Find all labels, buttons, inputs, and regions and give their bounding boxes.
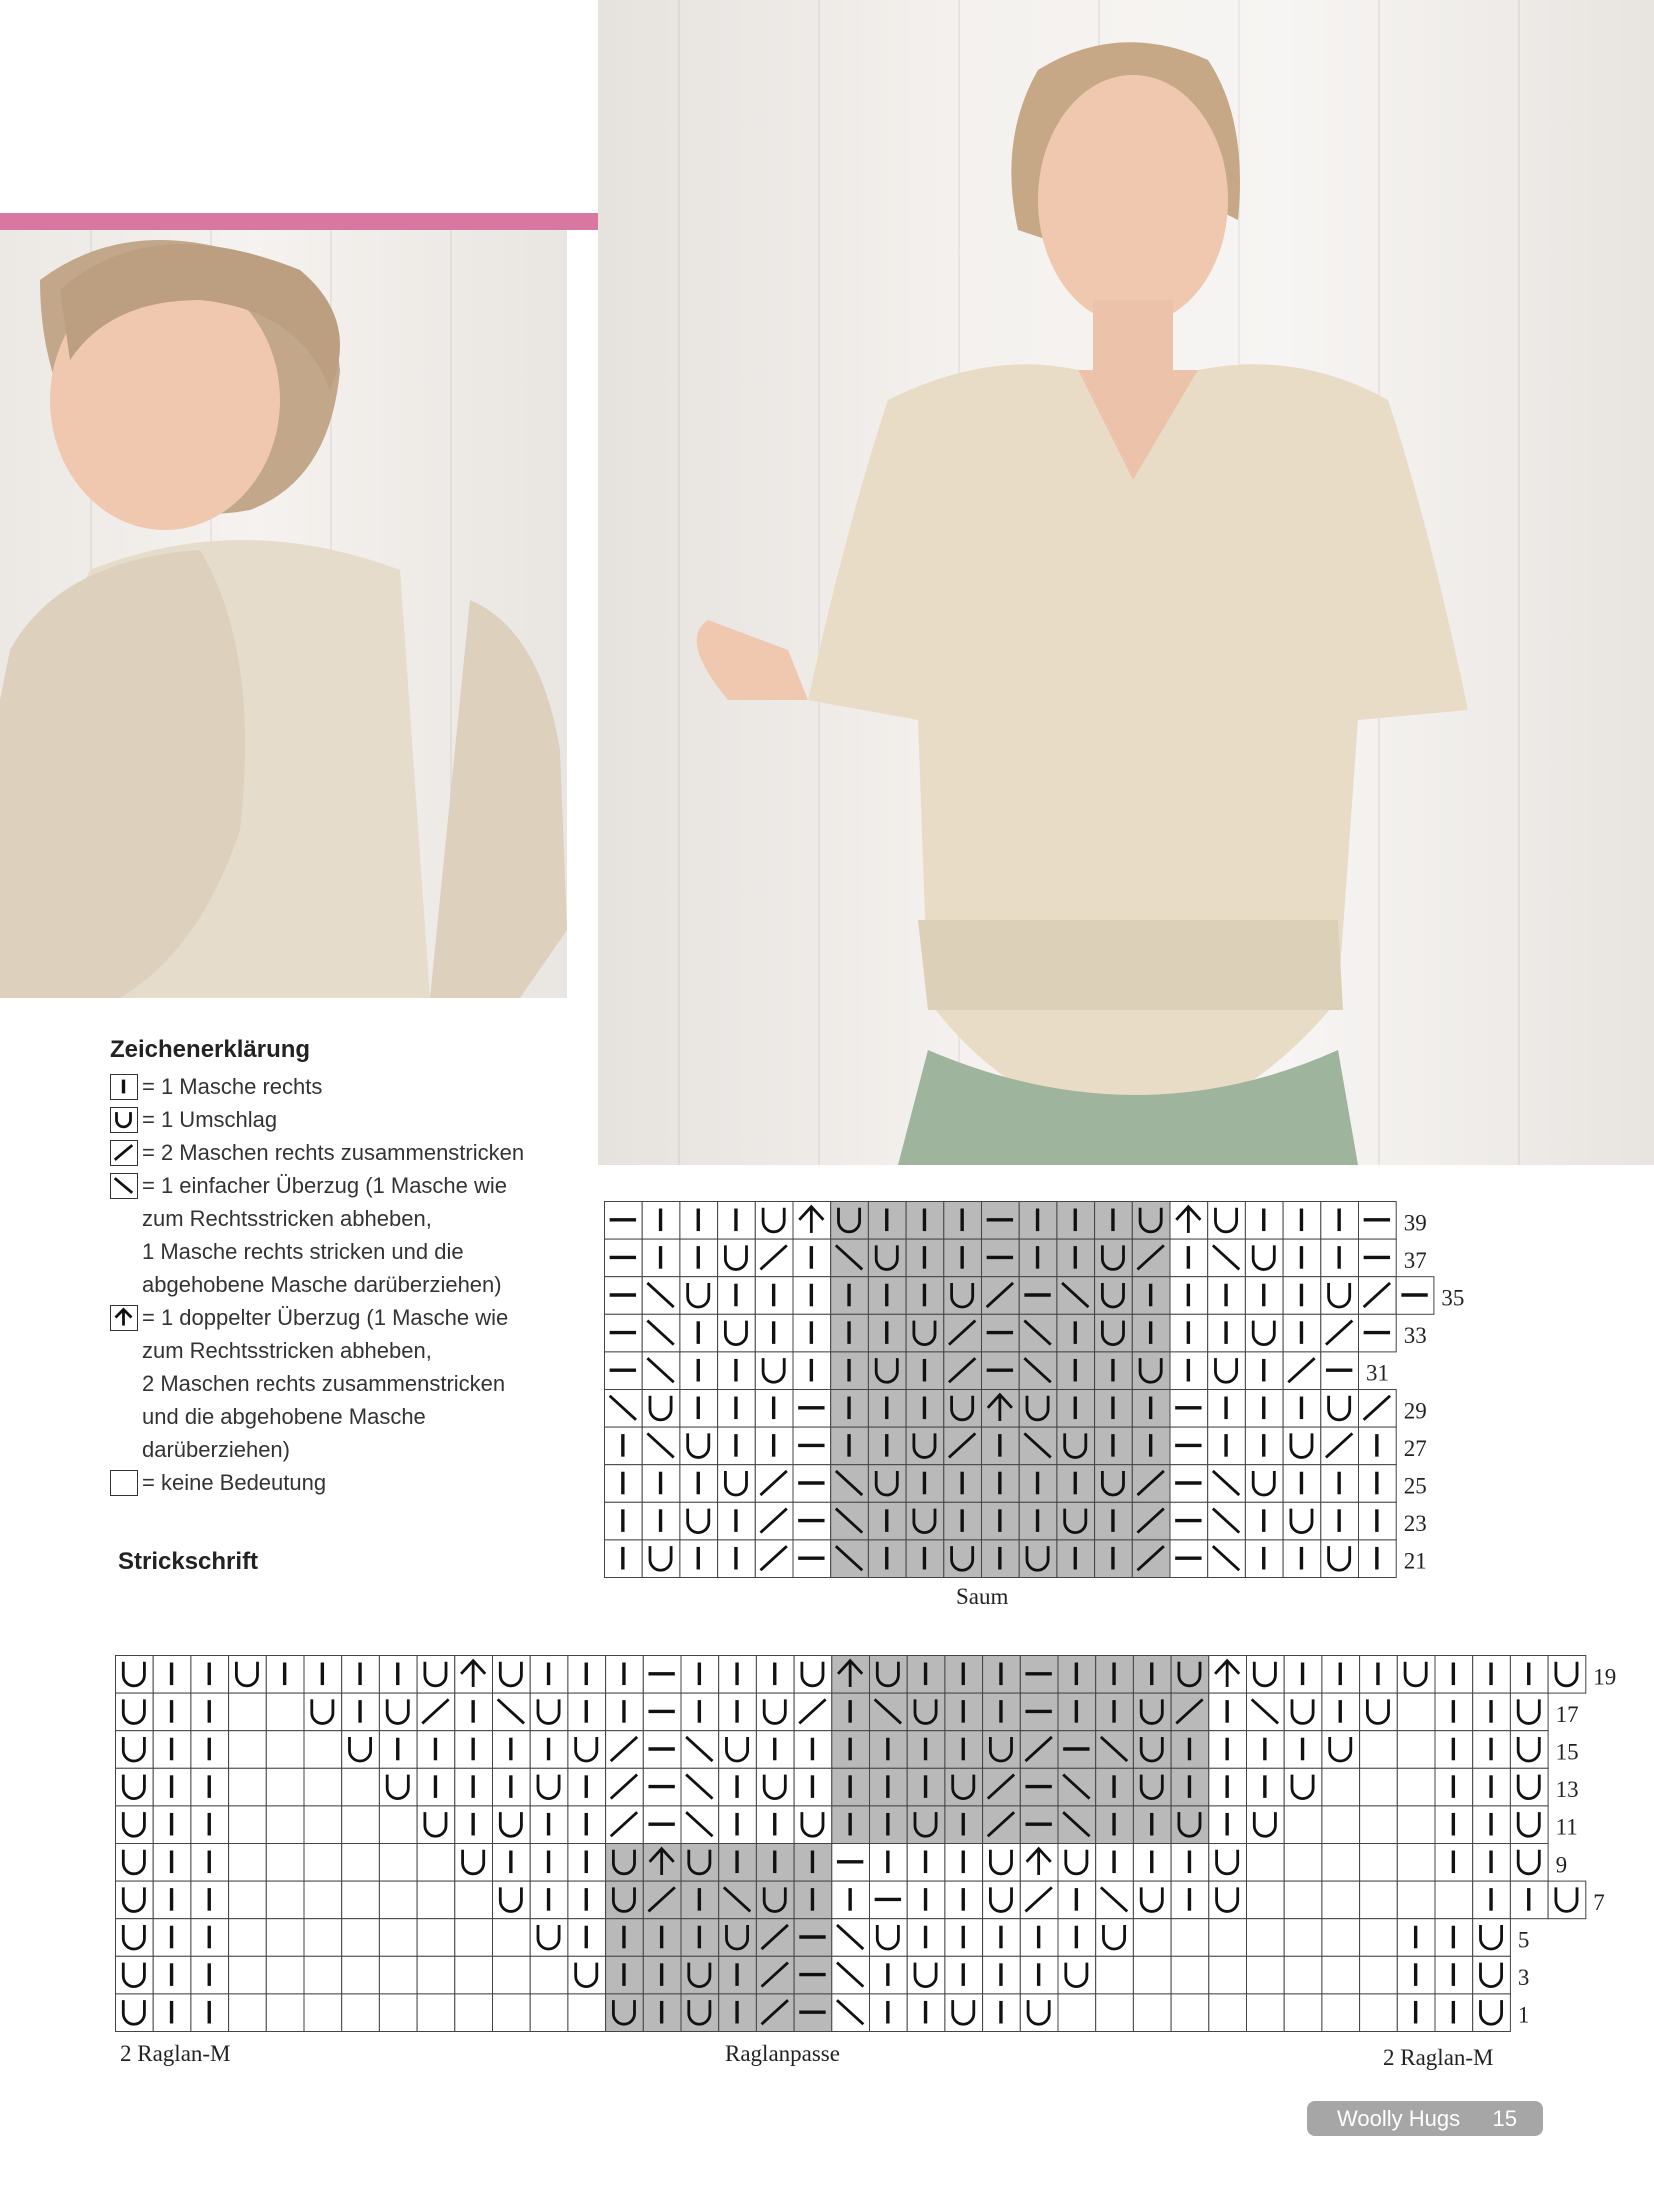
chart-cell [1360, 1919, 1398, 1957]
chart-cell [1321, 1277, 1359, 1315]
legend-item [110, 1103, 580, 1136]
chart-cell [1019, 1390, 1057, 1428]
chart-row [116, 1956, 1511, 1994]
chart-cell [1132, 1202, 1170, 1240]
chart-cell [1095, 1239, 1133, 1277]
chart-row [605, 1465, 1397, 1503]
chart-cell [944, 1277, 982, 1315]
chart-cell [1360, 1881, 1398, 1919]
row-number: 27 [1403, 1435, 1427, 1461]
chart-cell [983, 1844, 1021, 1882]
chart-cell [1473, 1919, 1511, 1957]
chart-cell [116, 1806, 154, 1844]
legend-item [110, 1301, 580, 1466]
chart-cell [417, 1844, 455, 1882]
chart-cell [304, 1806, 342, 1844]
chart-cell [342, 1881, 380, 1919]
row-number: 11 [1555, 1814, 1578, 1840]
chart-cell [304, 1844, 342, 1882]
chart-cell [1322, 1881, 1360, 1919]
chart-cell [719, 1731, 757, 1769]
chart-cell [944, 1390, 982, 1428]
chart-cell [229, 1806, 267, 1844]
row-number: 21 [1403, 1548, 1427, 1574]
chart-cell [1321, 1540, 1359, 1578]
chart-cell [1058, 1956, 1096, 1994]
legend-symbol-knit [110, 1074, 138, 1100]
chart-row [116, 1881, 1586, 1919]
chart-cell [266, 1919, 304, 1957]
chart-row [116, 1768, 1549, 1806]
chart-cell [1171, 1956, 1209, 1994]
legend-symbol-skp [110, 1173, 138, 1199]
chart-cell [1209, 1844, 1247, 1882]
bottom-chart [115, 1655, 1617, 2039]
chart-cell [116, 1956, 154, 1994]
row-number: 17 [1555, 1701, 1579, 1727]
chart-cell [1321, 1390, 1359, 1428]
chart-cell [417, 1881, 455, 1919]
chart-cell [493, 1956, 531, 1994]
chart-cell [1510, 1731, 1548, 1769]
chart-cell [379, 1994, 417, 2032]
legend-item [110, 1466, 580, 1499]
chart-cell [944, 1540, 982, 1578]
chart-cell [1284, 1919, 1322, 1957]
chart-cell [1133, 1956, 1171, 1994]
chart-cell [870, 1919, 908, 1957]
chart-cell [1171, 1919, 1209, 1957]
chart-row [605, 1202, 1397, 1240]
chart-cell [1397, 1693, 1435, 1731]
row-number: 13 [1555, 1777, 1579, 1803]
chart-cell [1397, 1881, 1435, 1919]
chart-cell [1548, 1881, 1586, 1919]
chart-cell [1247, 1994, 1285, 2032]
chart-cell [417, 1806, 455, 1844]
chart-cell [530, 1768, 568, 1806]
chart-cell [493, 1656, 531, 1694]
chart-cell [530, 1956, 568, 1994]
chart-row [605, 1427, 1397, 1465]
chart-cell [568, 1956, 606, 1994]
chart-cell [718, 1314, 756, 1352]
chart-cell [1096, 1994, 1134, 2032]
chart-row [116, 1994, 1511, 2032]
chart-cell [1133, 1919, 1171, 1957]
chart-cell [116, 1844, 154, 1882]
legend-text: = 2 Maschen rechts zusammenstricken [142, 1140, 525, 1165]
chart-cell [229, 1656, 267, 1694]
chart-cell [304, 1768, 342, 1806]
chart-cell [1096, 1956, 1134, 1994]
chart-cell [642, 1390, 680, 1428]
photo-front-view [598, 0, 1654, 1165]
chart-cell [379, 1806, 417, 1844]
chart-row [116, 1731, 1549, 1769]
chart-cell [1133, 1731, 1171, 1769]
chart-cell [1057, 1427, 1095, 1465]
chart-cell [229, 1768, 267, 1806]
chart-cell [1397, 1656, 1435, 1694]
row-number: 15 [1555, 1739, 1579, 1765]
chart-row [116, 1806, 1549, 1844]
legend-symbol-dbl [110, 1305, 138, 1331]
chart-cell [229, 1919, 267, 1957]
chart-cell [1360, 1693, 1398, 1731]
chart-cell [1133, 1768, 1171, 1806]
chart-cell [1473, 1956, 1511, 1994]
photo-back-view [0, 230, 567, 998]
chart-cell [1247, 1919, 1285, 1957]
chart-cell [116, 1731, 154, 1769]
legend-text: = 1 doppelter Überzug (1 Masche wie zum Rechtsstricken abheben, 2 Maschen rechts zusammenstricken und die abgehobene Masche darüberziehen) [142, 1305, 509, 1462]
chart-cell [1360, 1844, 1398, 1882]
chart-cell [1283, 1502, 1321, 1540]
chart-cell [342, 1919, 380, 1957]
chart-cell [1245, 1465, 1283, 1503]
chart-cell [1095, 1465, 1133, 1503]
chart-cell [868, 1239, 906, 1277]
row-number: 25 [1403, 1473, 1427, 1499]
chart-cell [1322, 1956, 1360, 1994]
chart-cell [794, 1656, 832, 1694]
chart-cell [1284, 1768, 1322, 1806]
chart-cell [794, 1806, 832, 1844]
chart-cell [304, 1693, 342, 1731]
chart-cell [906, 1502, 944, 1540]
chart-row [605, 1502, 1397, 1540]
chart-row [116, 1656, 1586, 1694]
chart-cell [342, 1806, 380, 1844]
chart-cell [680, 1427, 718, 1465]
chart-cell [304, 1994, 342, 2032]
row-number: 37 [1403, 1247, 1427, 1273]
chart-cell [304, 1956, 342, 1994]
chart-cell [1096, 1919, 1134, 1957]
chart-cell [983, 1881, 1021, 1919]
legend-item [110, 1136, 580, 1169]
bottom-chart-left-label: 2 Raglan-M [120, 2041, 231, 2066]
chart-cell [1397, 1806, 1435, 1844]
chart-cell [1435, 1881, 1473, 1919]
chart-cell [455, 1844, 493, 1882]
chart-cell [1208, 1352, 1246, 1390]
chart-cell [680, 1502, 718, 1540]
chart-cell [1322, 1919, 1360, 1957]
chart-cell [1284, 1881, 1322, 1919]
chart-cell [1058, 1994, 1096, 2032]
chart-cell [455, 1881, 493, 1919]
chart-cell [1057, 1502, 1095, 1540]
chart-row [605, 1390, 1397, 1428]
chart-cell [1095, 1277, 1133, 1315]
chart-cell [1247, 1656, 1285, 1694]
chart-cell [1245, 1239, 1283, 1277]
chart-row [116, 1693, 1549, 1731]
chart-cell [1247, 1844, 1285, 1882]
chart-cell [304, 1881, 342, 1919]
chart-cell [530, 1994, 568, 2032]
chart-cell [1397, 1768, 1435, 1806]
chart-cell [1020, 1994, 1058, 2032]
chart-cell [1209, 1919, 1247, 1957]
chart-cell [1360, 1731, 1398, 1769]
chart-cell [1322, 1768, 1360, 1806]
chart-cell [379, 1956, 417, 1994]
row-number: 5 [1517, 1927, 1530, 1953]
chart-cell [681, 1844, 719, 1882]
chart-cell [116, 1919, 154, 1957]
chart-cell [1510, 1768, 1548, 1806]
chart-cell [1247, 1956, 1285, 1994]
chart-cell [1397, 1731, 1435, 1769]
row-number: 39 [1403, 1210, 1427, 1236]
bottom-chart-right-label: 2 Raglan-M [1383, 2045, 1494, 2070]
chart-cell [116, 1693, 154, 1731]
chart-row [116, 1919, 1511, 1957]
chart-cell [1209, 1956, 1247, 1994]
chart-cell [756, 1693, 794, 1731]
chart-cell [1208, 1202, 1246, 1240]
legend-title: Zeichenerklärung [110, 1036, 311, 1063]
top-chart [604, 1201, 1465, 1574]
chart-cell [266, 1881, 304, 1919]
chart-cell [455, 1994, 493, 2032]
chart-cell [1095, 1314, 1133, 1352]
chart-cell [1548, 1656, 1586, 1694]
chart-cell [266, 1693, 304, 1731]
chart-cell [870, 1656, 908, 1694]
chart-row [605, 1239, 1397, 1277]
chart-row [605, 1277, 1434, 1315]
chart-cell [229, 1693, 267, 1731]
bottom-chart-center-label: Raglanpasse [725, 2041, 840, 2066]
row-number: 3 [1517, 1965, 1530, 1991]
chart-cell [266, 1844, 304, 1882]
chart-cell [1322, 1844, 1360, 1882]
pink-accent-bar [0, 213, 598, 230]
chart-cell [755, 1202, 793, 1240]
top-chart-label: Saum [956, 1584, 1009, 1609]
chart-cell [868, 1352, 906, 1390]
legend-item [110, 1070, 580, 1103]
chart-cell [1360, 1806, 1398, 1844]
chart-cell [417, 1956, 455, 1994]
chart-row [605, 1314, 1397, 1352]
chart-cell [530, 1693, 568, 1731]
chart-cell [719, 1919, 757, 1957]
chart-cell [1171, 1656, 1209, 1694]
chart-cell [1510, 1844, 1548, 1882]
legend-item [110, 1169, 580, 1301]
chart-cell [1245, 1314, 1283, 1352]
chart-cell [718, 1465, 756, 1503]
chart-cell [266, 1768, 304, 1806]
chart-cell [266, 1956, 304, 1994]
row-number: 33 [1403, 1323, 1427, 1349]
chart-cell [945, 1768, 983, 1806]
chart-cell [681, 1994, 719, 2032]
chart-cell [455, 1956, 493, 1994]
chart-row [605, 1540, 1397, 1578]
chart-cell [493, 1881, 531, 1919]
chart-cell [1322, 1731, 1360, 1769]
chart-cell [493, 1806, 531, 1844]
chart-cell [756, 1881, 794, 1919]
footer-tab [1307, 2101, 1543, 2136]
legend [110, 1036, 580, 1499]
chart-cell [342, 1731, 380, 1769]
chart-cell [1209, 1881, 1247, 1919]
chart-cell [417, 1919, 455, 1957]
footer-brand: Woolly Hugs [1337, 2106, 1461, 2131]
chart-cell [304, 1919, 342, 1957]
chart-cell [681, 1956, 719, 1994]
row-number: 31 [1366, 1360, 1389, 1386]
chart-cell [1397, 1844, 1435, 1882]
chart-cell [1171, 1994, 1209, 2032]
chart-cell [906, 1314, 944, 1352]
chart-cell [342, 1768, 380, 1806]
chart-cell [493, 1919, 531, 1957]
chart-cell [680, 1277, 718, 1315]
chart-cell [229, 1994, 267, 2032]
chart-cell [229, 1956, 267, 1994]
chart-cell [455, 1919, 493, 1957]
chart-cell [642, 1540, 680, 1578]
legend-text: = 1 Masche rechts [142, 1074, 323, 1099]
row-number: 35 [1441, 1285, 1465, 1311]
chart-cell [417, 1656, 455, 1694]
chart-cell [304, 1731, 342, 1769]
legend-text: = keine Bedeutung [142, 1470, 327, 1495]
chart-cell [116, 1768, 154, 1806]
chart-cell [530, 1919, 568, 1957]
chart-cell [1133, 1994, 1171, 2032]
chart-cell [116, 1994, 154, 2032]
chart-cell [342, 1956, 380, 1994]
chart-cell [1247, 1806, 1285, 1844]
chart-cell [1132, 1352, 1170, 1390]
chart-cell [379, 1768, 417, 1806]
chart-cell [229, 1844, 267, 1882]
legend-symbol-yo [110, 1107, 138, 1133]
chart-cell [379, 1693, 417, 1731]
chart-cell [229, 1731, 267, 1769]
chart-cell [493, 1994, 531, 2032]
chart-cell [417, 1994, 455, 2032]
legend-symbol-k2tog [110, 1140, 138, 1166]
chart-cell [1284, 1994, 1322, 2032]
row-number: 9 [1555, 1852, 1568, 1878]
chart-cell [868, 1465, 906, 1503]
chart-cell [906, 1427, 944, 1465]
legend-text: = 1 einfacher Überzug (1 Masche wie zum Rechtsstricken abheben, 1 Masche rechts stricken und die abgehobene Masche darüberziehen) [142, 1173, 508, 1297]
chart-cell [945, 1994, 983, 2032]
row-number: 19 [1593, 1664, 1617, 1690]
chart-cell [1209, 1994, 1247, 2032]
chart-cell [755, 1352, 793, 1390]
chart-cell [718, 1239, 756, 1277]
chart-cell [116, 1656, 154, 1694]
chart-cell [1473, 1994, 1511, 2032]
chart-cell [1058, 1844, 1096, 1882]
legend-symbol-none [110, 1470, 138, 1496]
chart-cell [756, 1768, 794, 1806]
chart-cell [907, 1806, 945, 1844]
chart-cell [1283, 1427, 1321, 1465]
chart-cell [831, 1202, 869, 1240]
chart-cell [1133, 1693, 1171, 1731]
chart-cell [1510, 1693, 1548, 1731]
chart-cell [1284, 1844, 1322, 1882]
chart-cell [606, 1994, 644, 2032]
chart-cell [568, 1994, 606, 2032]
chart-cell [983, 1731, 1021, 1769]
chart-cell [907, 1956, 945, 1994]
chart-cell [1284, 1693, 1322, 1731]
row-number: 29 [1403, 1398, 1427, 1424]
chart-cell [1247, 1881, 1285, 1919]
chart-cell [606, 1881, 644, 1919]
chart-cell [266, 1994, 304, 2032]
chart-cell [1171, 1806, 1209, 1844]
chart-cell [568, 1731, 606, 1769]
page-number: 15 [1492, 2106, 1517, 2131]
chart-cell [1360, 1768, 1398, 1806]
chart-cell [379, 1881, 417, 1919]
row-number: 23 [1403, 1511, 1427, 1537]
chart-cell [1360, 1994, 1398, 2032]
chart-cell [229, 1881, 267, 1919]
chart-cell [379, 1919, 417, 1957]
chart-row [605, 1352, 1359, 1390]
chart-cell [116, 1881, 154, 1919]
row-number: 7 [1593, 1889, 1605, 1915]
chart-cell [907, 1693, 945, 1731]
chart-cell [1133, 1881, 1171, 1919]
chart-cell [1019, 1540, 1057, 1578]
chart-cell [266, 1806, 304, 1844]
chart-cell [1322, 1994, 1360, 2032]
row-number: 1 [1517, 2002, 1530, 2028]
chart-heading: Strickschrift [118, 1548, 259, 1575]
chart-cell [1284, 1806, 1322, 1844]
chart-cell [342, 1994, 380, 2032]
chart-cell [342, 1844, 380, 1882]
chart-cell [379, 1844, 417, 1882]
legend-text: = 1 Umschlag [142, 1107, 278, 1132]
chart-cell [1360, 1956, 1398, 1994]
chart-cell [1510, 1806, 1548, 1844]
chart-cell [1284, 1956, 1322, 1994]
chart-cell [1322, 1806, 1360, 1844]
chart-row [116, 1844, 1549, 1882]
chart-cell [266, 1731, 304, 1769]
chart-cell [606, 1844, 644, 1882]
